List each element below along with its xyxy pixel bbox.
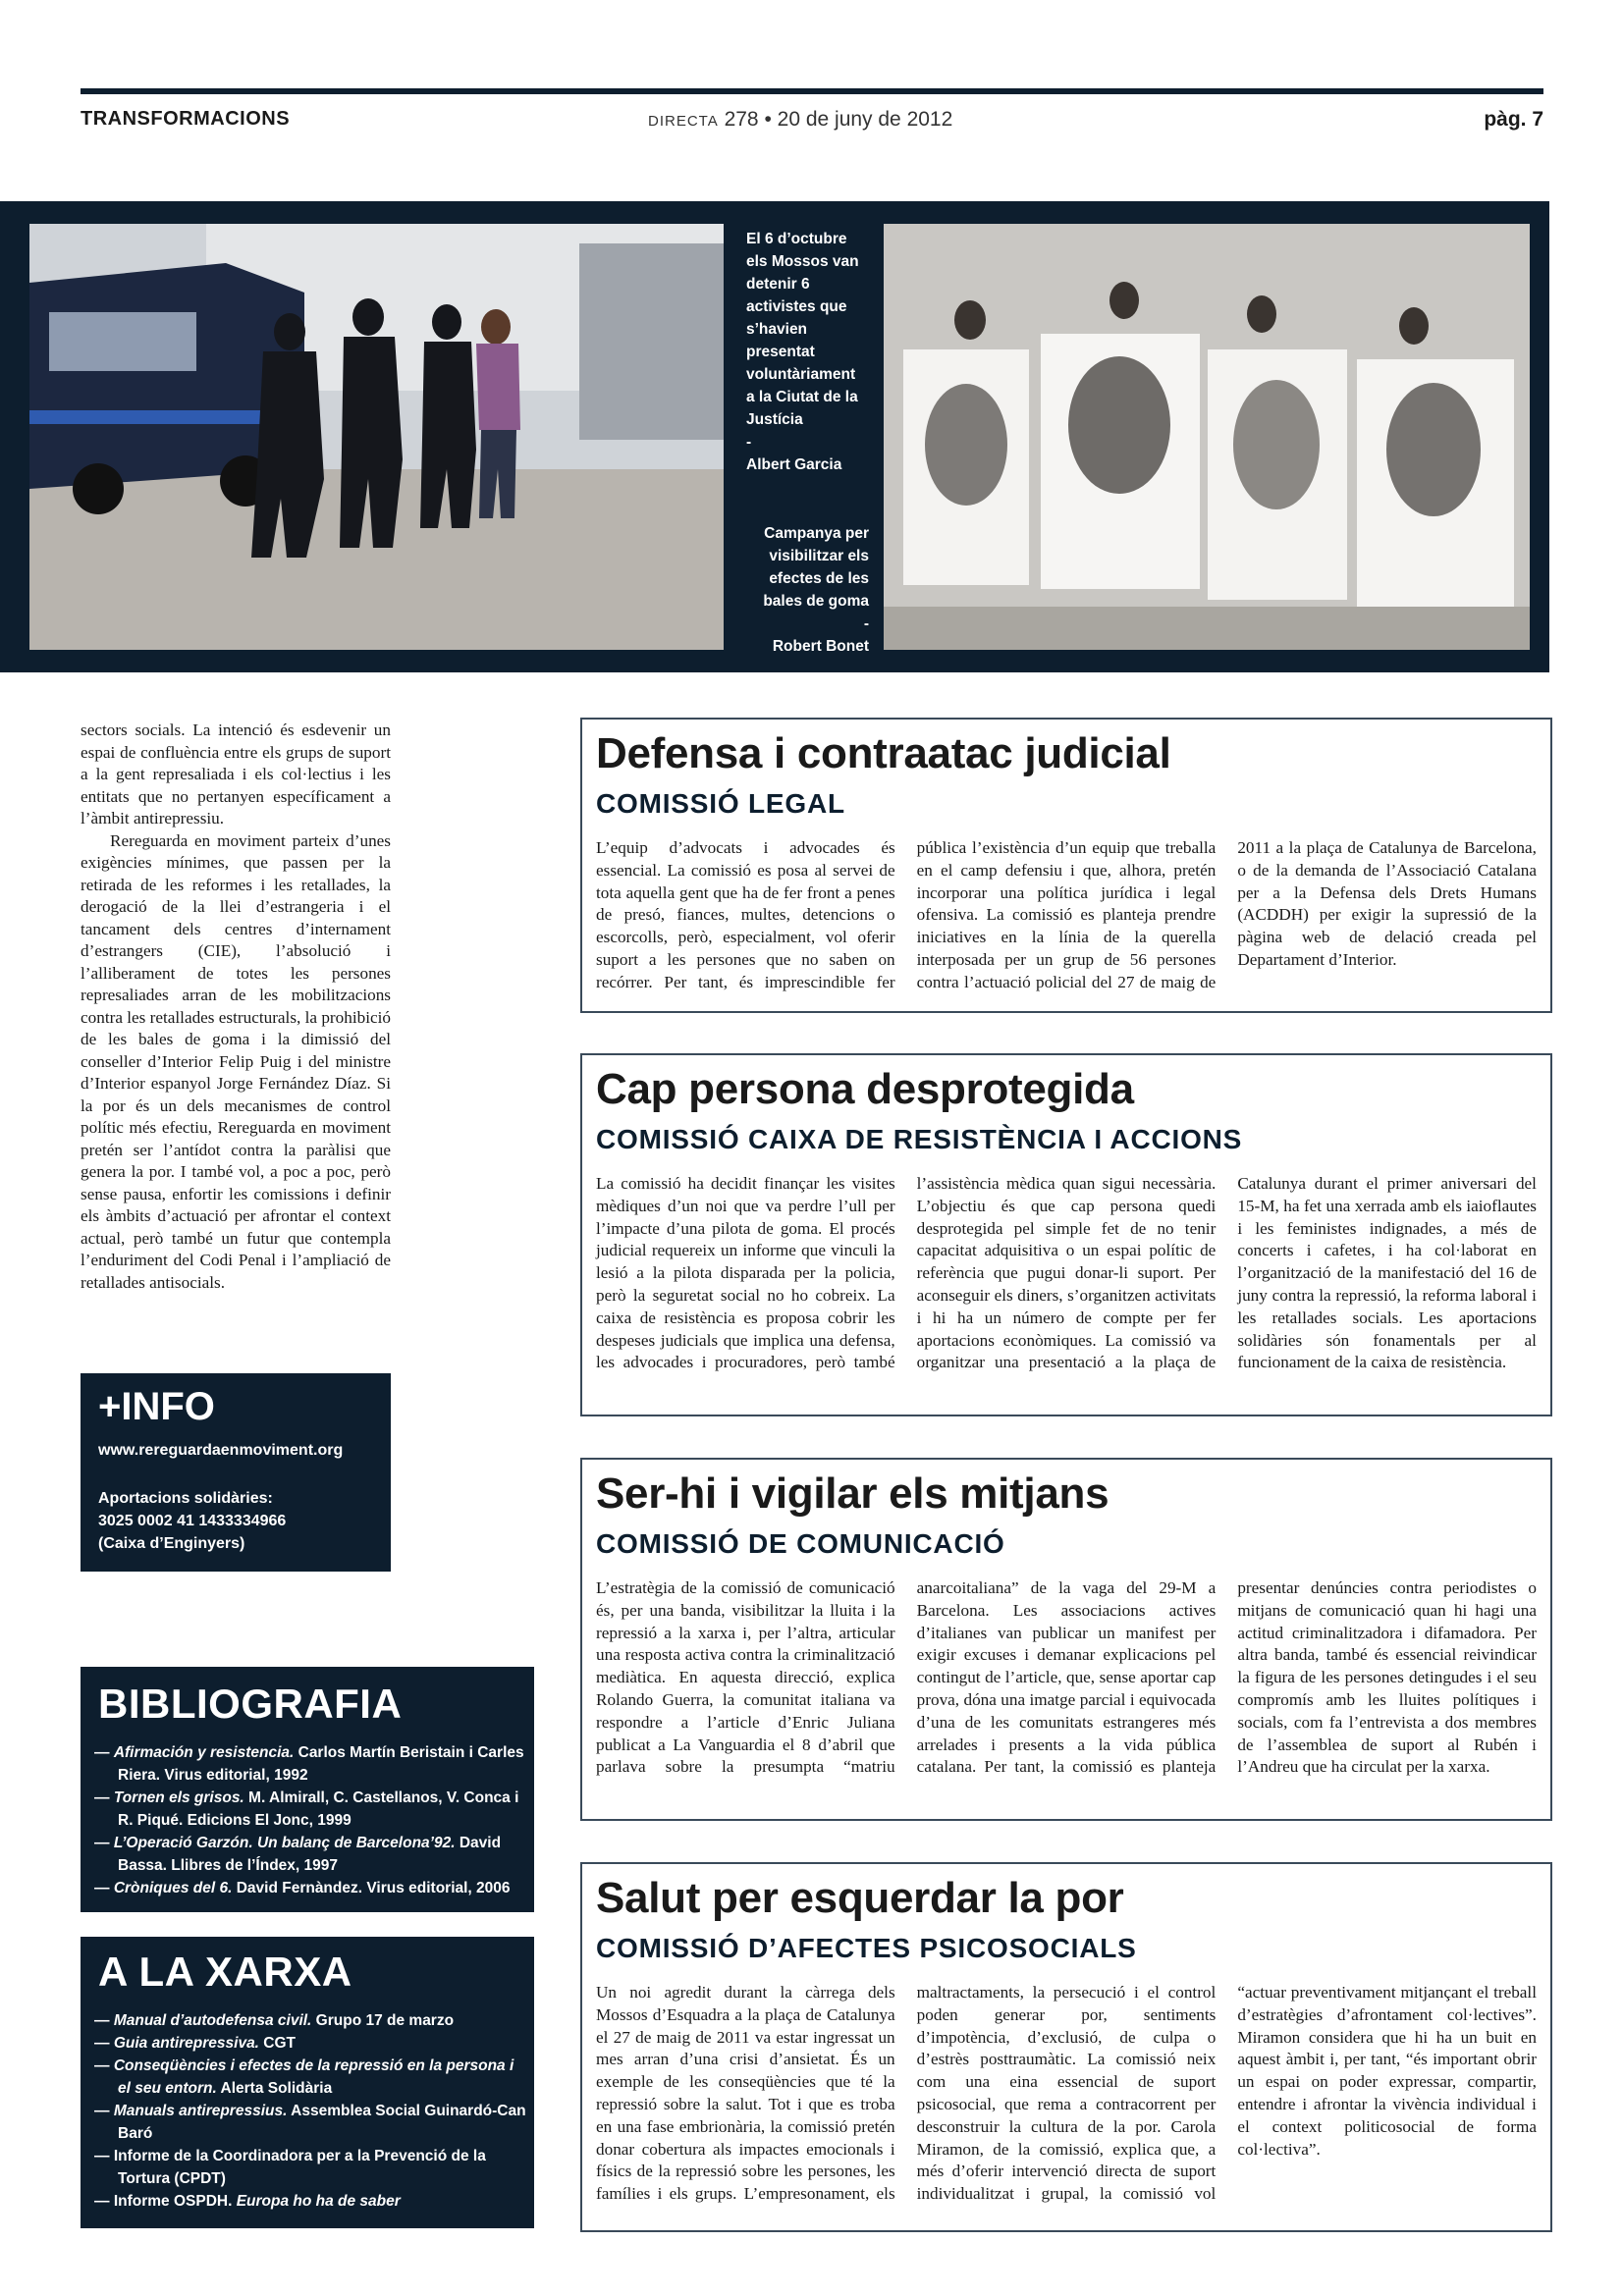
issue-date: 278 • 20 de juny de 2012	[724, 108, 953, 131]
photo-caption-arrest	[746, 228, 869, 476]
top-rule	[81, 88, 1543, 94]
photo-caption-campaign	[746, 522, 869, 658]
list-item: — Afirmación y resistencia. Carlos Martín Beristain i Carles Riera. Virus editorial, 1992	[94, 1744, 524, 1784]
list-item: — L’Operació Garzón. Un balanç de Barcelona’92. David Bassa. Llibres de l’Índex, 1997	[94, 1835, 502, 1874]
caption-line: visibilitzar els	[769, 548, 869, 564]
resource-detail: Assemblea Social Guinardó-Can Baró	[118, 2103, 526, 2142]
issue-line	[648, 108, 952, 132]
list-item: — Manuals antirepressius. Assemblea Social Guinardó-Can Baró	[94, 2103, 526, 2142]
body-paragraph: sectors socials. La intenció és esdevenir un espai de confluència entre els grups de suport a la gent represaliada i els col·lectius i les entitats que no pertanyen específicament a l’àmbit antirepressiu.	[81, 721, 391, 828]
list-item: — Informe de la Coordinadora per a la Prevenció de la Tortura (CPDT)	[94, 2148, 486, 2187]
resource-title: Guia antirepressiva.	[113, 2035, 259, 2052]
article-title: Defensa i contraatac judicial	[596, 729, 1171, 777]
resource-title: Europa ho ha de saber	[236, 2193, 401, 2210]
bibliography-list	[94, 1741, 526, 1899]
article-legal	[580, 718, 1552, 1013]
bibliography-title: BIBLIOGRAFIA	[98, 1681, 403, 1727]
list-item: — Guia antirepressiva. CGT	[94, 2035, 297, 2052]
article-title: Cap persona desprotegida	[596, 1065, 1134, 1113]
bibliography-box	[81, 1667, 534, 1912]
work-title: Afirmación y resistencia.	[113, 1744, 295, 1761]
campaign-photo	[884, 224, 1530, 650]
info-support	[98, 1487, 286, 1555]
info-website-link[interactable]: www.rereguardaenmoviment.org	[98, 1442, 344, 1459]
list-item: — Cròniques del 6. David Fernàndez. Virus editorial, 2006	[94, 1880, 511, 1896]
article-resistance-fund	[580, 1053, 1552, 1416]
caption-line: Justícia	[746, 411, 803, 428]
web-resources-title: A LA XARXA	[98, 1949, 352, 1995]
caption-line: voluntàriament	[746, 366, 856, 383]
campaign-photo-illustration	[884, 224, 1530, 650]
caption-line: El 6 d’octubre	[746, 231, 847, 247]
article-psychosocial	[580, 1862, 1552, 2232]
body-paragraph: Rereguarda en moviment parteix d’unes exigències mínimes, que passen per la retirada de les reformes i les retallades, la derogació de la llei d’estrangeria i el tancament dels centres d’internament d’estrangers (CIE), l’absolució i l’alliberament de totes les persones represaliades arran de les mobilitzacions contra les retallades estructurals, la prohibició de les bales de goma i la dimissió del conseller d’Interior Felip Puig i del ministre d’Interior espanyol Jorge Fernández Díaz. Si la por és un dels mecanismes de control polític més efectiu, Rereguarda en moviment pretén ser l’antídot contra la paràlisi que genera la por. I també vol, a poc a poc, però sense pausa, enfortir les comissions i definir els àmbits d’actuació per afrontar el context actual, però també un futur que contempla l’enduriment del Codi Penal i l’ampliació de retallades antisocials.	[81, 830, 391, 1292]
resource-title: Manual d’autodefensa civil.	[113, 2012, 312, 2029]
left-column-text	[81, 720, 391, 1294]
article-title: Ser-hi i vigilar els mitjans	[596, 1469, 1109, 1518]
resource-title: Manuals antirepressius.	[113, 2103, 288, 2119]
publication-name: DIRECTA	[648, 113, 719, 130]
caption-line: detenir 6	[746, 276, 810, 293]
caption-line: efectes de les	[769, 570, 869, 587]
web-resources-box	[81, 1937, 534, 2228]
caption-line: els Mossos van	[746, 253, 859, 270]
section-name: TRANSFORMACIONS	[81, 108, 291, 130]
arrest-photo-illustration	[29, 224, 724, 650]
caption-line: s’havien	[746, 321, 808, 338]
web-resources-list	[94, 2009, 526, 2213]
article-subtitle: COMISSIÓ LEGAL	[596, 788, 845, 819]
work-detail: David Bassa. Llibres de l’Índex, 1997	[118, 1835, 502, 1874]
work-detail: David Fernàndez. Virus editorial, 2006	[232, 1880, 511, 1896]
list-item: — Tornen els grisos. M. Almirall, C. Castellanos, V. Conca i R. Piqué. Edicions El Jonc, 1999	[94, 1789, 519, 1829]
caption-line: -	[863, 615, 869, 632]
article-communication	[580, 1458, 1552, 1821]
page-number: pàg. 7	[1484, 108, 1543, 131]
support-label: Aportacions solidàries:	[98, 1490, 273, 1507]
arrest-photo	[29, 224, 724, 650]
caption-line: presentat	[746, 344, 815, 360]
resource-detail: Grupo 17 de marzo	[311, 2012, 455, 2029]
work-title: Cròniques del 6.	[113, 1880, 233, 1896]
article-text: La comissió ha decidit finançar les visites mèdiques d’un noi que va perdre l’ull per l’impacte d’una pilota de goma. El procés judicial requereix un informe que vinculi la lesió a la pilota disparada per la policia, però la seguretat social no ho cobreix. La caixa de resistència es proposa cobrir les despeses judicials que implica una defensa, les advocades i procuradores, però també l’assistència mèdica quan sigui necessària. L’objectiu és que cap persona quedi desprotegida pel simple fet de no tenir capacitat adquisitiva o un espai polític de referència que pugui donar-li suport. Per aconseguir els diners, s’organitzen activitats i hi ha un número de compte per fer aportacions econòmiques. La comissió va organitzar una presentació a la plaça de Catalunya durant el primer aniversari del 15-M, ha fet una xerrada amb els iaioflautes i les feministes indignades, a més de concerts i cafetes, i ha col·laborat en l’organització de la manifestació del 16 de juny contra la repressió, la reforma laboral i les retallades socials. Les aportacions solidàries són fonamentals per al funcionament de la caixa de resistència.	[596, 1174, 1537, 1372]
article-subtitle: COMISSIÓ DE COMUNICACIÓ	[596, 1528, 1005, 1559]
article-text: L’equip d’advocats i advocades és essencial. La comissió es posa al servei de tota aquella gent que ha de fer front a penes de presó, fiances, multes, detencions o escorcolls, però, especialment, vol oferir suport a les persones que no saben on recórrer. Per tant, és imprescindible fer pública l’existència d’un equip que treballa en el camp defensiu i que, alhora, pretén incorporar una política jurídica i legal ofensiva. La comissió es planteja prendre iniciatives en la línia de la querella interposada per un grup de 56 persones contra l’actuació policial del 27 de maig de 2011 a la plaça de Catalunya de Barcelona, o de la demanda de l’Associació Catalana per a la Defensa dels Drets Humans (ACDDH) per exigir la supressió de la pàgina web de delació creada pel Departament d’Interior.	[596, 838, 1537, 991]
caption-line: -	[746, 434, 752, 451]
work-detail: M. Almirall, C. Castellanos, V. Conca i R. Piqué. Edicions El Jonc, 1999	[118, 1789, 519, 1829]
resource-detail: CGT	[259, 2035, 297, 2052]
resource-detail: Informe de la Coordinadora per a la Prevenció de la Tortura (CPDT)	[113, 2148, 486, 2187]
article-text: L’estratègia de la comissió de comunicació és, per una banda, visibilitzar la lluita i la repressió a la xarxa i, per l’altra, articular una resposta activa contra la criminalització mediàtica. En aquesta direcció, explica Rolando Guerra, la comunitat italiana va respondre a l’article d’Enric Juliana publicat a La Vanguardia el 8 d’abril que parlava sobre la presumpta “matriu anarcoitaliana” de la vaga del 29-M a Barcelona. Les associacions actives d’italianes van publicar un manifest per exigir excuses i demanar explicacions pel contingut de l’article, que, sense aportar cap prova, dóna una imatge parcial i equivocada d’una de les comunitats estrangeres més arrelades i presents a la vida pública catalana. Per tant, la comissió es planteja presentar denúncies contra periodistes o mitjans de comunicació quan hi hagi una actitud criminalitzadora i difamadora. Per altra banda, també és essencial reivindicar la figura de les persones detingudes i el seu compromís amb les lluites polítiques i socials, com fa l’entrevista a dos membres de l’assemblea de suport al Rubén i l’Andreu que ha circulat per la xarxa.	[596, 1578, 1537, 1777]
info-title: +INFO	[98, 1385, 215, 1428]
info-box	[81, 1373, 391, 1572]
article-text: Un noi agredit durant la càrrega dels Mossos d’Esquadra a la plaça de Catalunya el 27 de maig de 2011 va estar ingressat un mes arran d’una crisi d’ansietat. És un exemple de les conseqüències que té la repressió sobre la salut. Tot i que es troba en una fase embrionària, la comissió pretén donar cobertura als impactes emocionals i físics de la repressió sobre les persones, les famílies i els grups. L’empresonament, els maltractaments, la persecució i el control poden generar por, sentiments d’impotència, d’exclusió, de culpa o d’estrès posttraumàtic. La comissió neix com una eina essencial de suport psicosocial, que rema a contracorrent per desconstruir la cultura de la por. Carola Miramon, de la comissió, explica que, a més d’oferir intervenció directa de suport individualitzat i grupal, la comissió vol “actuar preventivament mitjançant el treball d’estratègies d’afrontament col·lectives”. Miramon considera que hi ha un buit en aquest àmbit i, per tant, “és important obrir un espai on poder expressar, compartir, entendre i afrontar la vivència individual i el context politicosocial de forma col·lectiva”.	[596, 1983, 1537, 2204]
work-detail: Carlos Martín Beristain i Carles Riera. Virus editorial, 1992	[118, 1744, 524, 1784]
list-item: — Informe OSPDH. Europa ho ha de saber	[94, 2193, 401, 2210]
caption-line: activistes que	[746, 298, 847, 315]
article-subtitle: COMISSIÓ D’AFECTES PSICOSOCIALS	[596, 1933, 1137, 1963]
work-title: L’Operació Garzón. Un balanç de Barcelona’92.	[113, 1835, 456, 1851]
caption-line: bales de goma	[763, 593, 869, 610]
resource-detail: Alerta Solidària	[216, 2080, 333, 2097]
account-number: 3025 0002 41 1433334966	[98, 1513, 287, 1529]
article-body	[596, 1577, 1537, 1779]
article-body	[596, 1982, 1537, 2206]
caption-credit: Albert Garcia	[746, 456, 842, 473]
article-body	[596, 1173, 1537, 1374]
caption-line: a la Ciutat de la	[746, 389, 858, 405]
caption-line: Campanya per	[764, 525, 869, 542]
work-title: Tornen els grisos.	[113, 1789, 244, 1806]
resource-title: Conseqüències i efectes de la repressió en la persona i el seu entorn.	[113, 2057, 514, 2097]
article-title: Salut per esquerdar la por	[596, 1874, 1124, 1922]
resource-detail: Informe OSPDH.	[113, 2193, 237, 2210]
article-body	[596, 837, 1537, 994]
caption-credit: Robert Bonet	[772, 638, 869, 655]
bank-name: (Caixa d’Enginyers)	[98, 1535, 245, 1552]
article-subtitle: COMISSIÓ CAIXA DE RESISTÈNCIA I ACCIONS	[596, 1124, 1243, 1154]
list-item: — Manual d’autodefensa civil. Grupo 17 de marzo	[94, 2012, 455, 2029]
list-item: — Conseqüències i efectes de la repressió en la persona i el seu entorn. Alerta Solidària	[94, 2057, 514, 2097]
